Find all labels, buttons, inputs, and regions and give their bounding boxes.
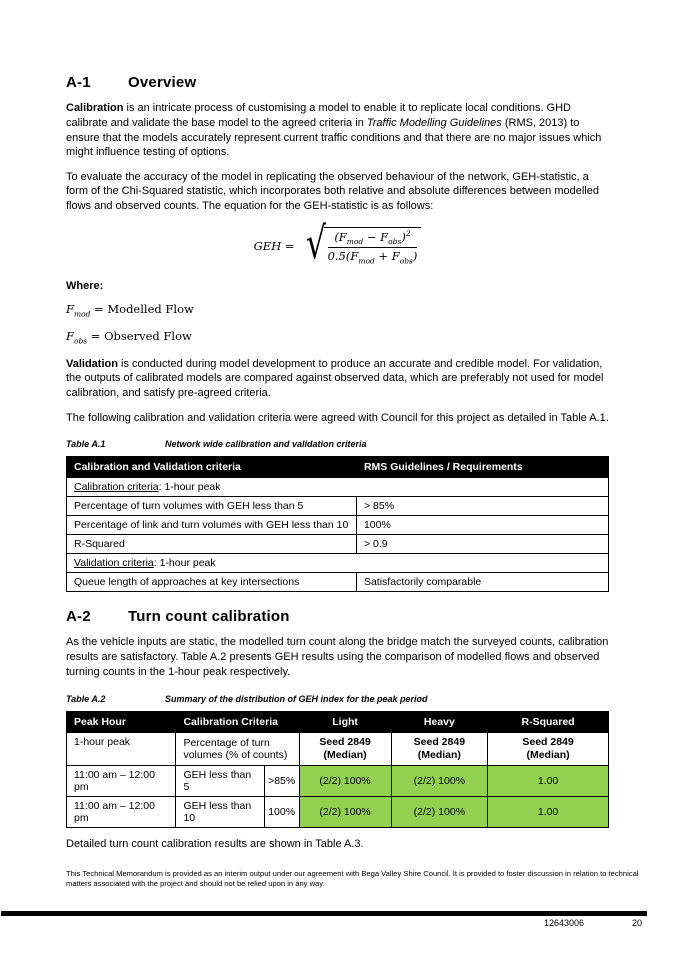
table-row [67, 573, 609, 592]
table-row [67, 796, 609, 827]
table-a2-header-r-squared: R-Squared [488, 711, 609, 732]
table-a2-header-heavy: Heavy [391, 711, 487, 732]
table-row [67, 497, 609, 516]
equation-radical [302, 218, 422, 270]
square-root-icon: √ [305, 218, 326, 270]
where-label: Where: [66, 280, 104, 293]
table-a1-cell-criteria: Percentage of link and turn volumes with GEH less than 10 [67, 516, 357, 535]
definition-fobs: $F_{obs}$ = Observed Flow [66, 329, 192, 346]
paragraph-turn-count: As the vehicle inputs are static, the modelled turn count along the bridge match the surveyed counts, calibration results are satisfactory. Table A.2 presents GEH results using the comparison of modelled flows and observed turning counts in the 1-hour peak respectively. [66, 636, 609, 678]
footer-disclaimer: This Technical Memorandum is provided as an interim output under our agreement with Bega Valley Shire Council. It is provided to foster discussion in relation to technical matters associated with the project and should not be relied upon in any way. [66, 869, 639, 888]
section-a2-title: Turn count calibration [128, 608, 290, 626]
table-a2-header-calibration-criteria: Calibration Criteria [176, 711, 299, 732]
equation-lhs: GEH = [253, 239, 295, 254]
table-a2-header-row [67, 711, 609, 732]
section-a1-heading [66, 74, 609, 91]
table-a2-caption [66, 694, 609, 704]
table-a1-caption [66, 439, 609, 449]
table-a2-cell-rsquared-result: 1.00 [488, 796, 609, 827]
table-a1-header-requirements: RMS Guidelines / Requirements [356, 457, 608, 478]
table-row [67, 554, 609, 573]
table-a2-cell-threshold: 100% [264, 796, 299, 827]
paragraph-geh-intro: To evaluate the accuracy of the model in replicating the observed behaviour of the network, GEH-statistic, a form of the Chi-Squared statistic, which incorporates both relative and absolute differences between modelled flows and observed counts. The equation for the GEH-statistic is as follows: [66, 170, 599, 213]
table-a1-cell-requirement: > 85% [356, 497, 608, 516]
calibration-text-1: is an intricate process of customising a model to enable it to replicate local conditions. GHD calibrate and validate the base model to the agreed criteria in [66, 102, 572, 129]
table-a1-cell-criteria: Queue length of approaches at key intersections [67, 573, 357, 592]
table-row [67, 732, 609, 765]
equation-fraction [324, 227, 422, 265]
table-a2 [66, 711, 609, 828]
table-a2-cell-light-result: (2/2) 100% [299, 765, 391, 796]
table-a1-cell-criteria: R-Squared [67, 535, 357, 554]
table-a1-cell-criteria: Percentage of turn volumes with GEH less than 5 [67, 497, 357, 516]
table-a1-caption-text: Network wide calibration and validation criteria [165, 439, 367, 450]
table-a2-cell-heavy-result: (2/2) 100% [391, 796, 487, 827]
footer-rule [1, 911, 647, 916]
table-a2-cell-seed-heavy: Seed 2849 (Median) [391, 732, 487, 765]
paragraph-detailed-results: Detailed turn count calibration results are shown in Table A.3. [66, 837, 364, 850]
definition-fmod: $F_{mod}$ = Modelled Flow [66, 302, 194, 319]
equation-denominator: $0.5(F_{mod} + F_{obs})$ [327, 248, 418, 266]
table-a2-cell-light-result: (2/2) 100% [299, 796, 391, 827]
table-a1-calibration-span-cell: Calibration criteria: 1-hour peak [67, 478, 609, 497]
table-a2-cell-criteria: GEH less than 10 [176, 796, 264, 827]
equation-numerator: $(F_{mod} - F_{obs})^2$ [328, 229, 418, 248]
validation-lead: Validation [66, 357, 118, 370]
table-a2-cell-heavy-result: (2/2) 100% [391, 765, 487, 796]
section-a1-number: A-1 [66, 74, 91, 91]
section-a2-heading [66, 608, 609, 625]
page-content [66, 0, 609, 861]
footer-project-number: 12643006 [543, 918, 584, 928]
section-a1-title: Overview [128, 74, 197, 91]
paragraph-criteria-agreed: The following calibration and validation criteria were agreed with Council for this project as detailed in Table A.1. [66, 411, 609, 424]
calibration-text-2: (RMS, 2013) to ensure that the models accurately represent current traffic conditions and that there are no major issues which might influence testing of options. [66, 116, 602, 159]
validation-text: is conducted during model development to produce an accurate and credible model. For validation, the outputs of calibrated models are compared against observed data, which are preferably not used for model calibration, and satisfy pre-agreed criteria. [66, 357, 604, 400]
table-a2-cell-rsquared-result: 1.00 [488, 765, 609, 796]
paragraph-validation [66, 357, 609, 401]
table-a2-header-light: Light [299, 711, 391, 732]
table-a2-cell-peak: 11:00 am – 12:00 pm [67, 796, 176, 827]
table-a2-cell-peak: 11:00 am – 12:00 pm [67, 765, 176, 796]
geh-equation [66, 218, 609, 270]
footer-page-number: 20 [631, 918, 642, 928]
table-row [67, 478, 609, 497]
calibration-lead: Calibration [66, 102, 124, 114]
paragraph-calibration [66, 101, 609, 160]
table-row [67, 535, 609, 554]
table-a1-caption-label: Table A.1 [66, 439, 106, 450]
table-a2-cell-threshold: >85% [264, 765, 299, 796]
guidelines-title-italic: Traffic Modelling Guidelines [366, 116, 502, 129]
table-row [67, 516, 609, 535]
table-a2-cell-criteria: GEH less than 5 [176, 765, 264, 796]
section-a2-number: A-2 [66, 608, 91, 626]
table-a2-header-peak-hour: Peak Hour [67, 711, 176, 732]
table-a2-cell-seed-rsquared: Seed 2849 (Median) [488, 732, 609, 765]
table-a1-cell-requirement: > 0.9 [356, 535, 608, 554]
table-a1-cell-requirement: Satisfactorily comparable [356, 573, 608, 592]
table-a2-cell-peak: 1-hour peak [67, 732, 176, 765]
table-a1-header-criteria: Calibration and Validation criteria [67, 457, 357, 478]
table-a1 [66, 456, 609, 592]
table-a1-validation-span-cell: Validation criteria: 1-hour peak [67, 554, 609, 573]
table-a2-caption-text: Summary of the distribution of GEH index for the peak period [165, 693, 428, 704]
table-a2-cell-criteria-desc: Percentage of turn volumes (% of counts) [176, 732, 299, 765]
table-a2-caption-label: Table A.2 [66, 693, 106, 704]
table-a1-cell-requirement: 100% [356, 516, 608, 535]
table-a2-cell-seed-light: Seed 2849 (Median) [299, 732, 391, 765]
table-row [67, 765, 609, 796]
table-a1-header-row [67, 457, 609, 478]
